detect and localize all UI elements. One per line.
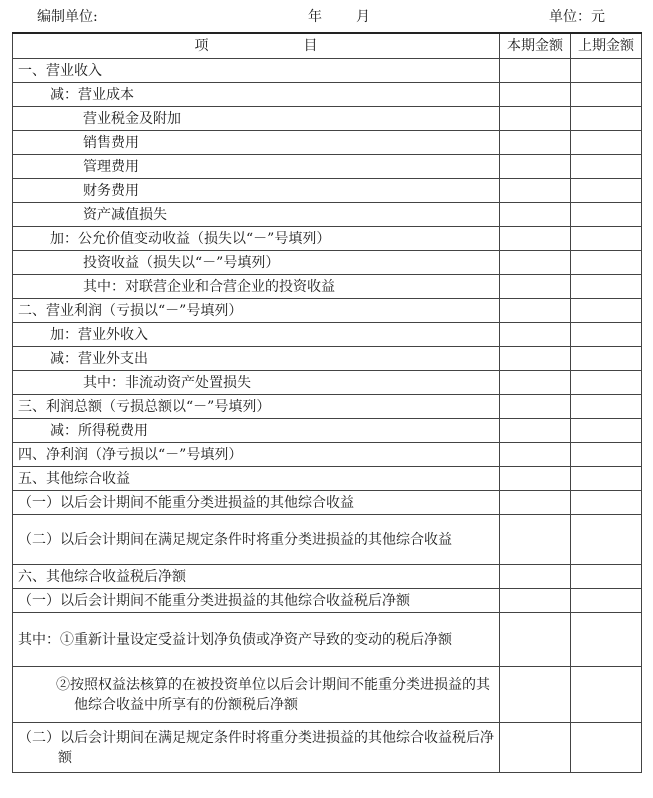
year-label: 年 [308,9,322,25]
current-amount-cell [500,155,571,179]
row-label: 管理费用 [13,155,500,179]
table-row [13,107,642,131]
row-label: 减：所得税费用 [13,419,500,443]
table-row [13,565,642,589]
current-amount-cell [500,275,571,299]
current-amount-cell [500,251,571,275]
current-amount-cell [500,83,571,107]
prior-amount-cell [571,613,642,667]
prior-amount-cell [571,155,642,179]
prior-amount-cell [571,59,642,83]
current-amount-cell [500,613,571,667]
row-label: 减：营业外支出 [13,347,500,371]
income-statement-table [12,32,642,773]
table-row [13,59,642,83]
row-label: 减：营业成本 [13,83,500,107]
prior-amount-cell [571,131,642,155]
prior-amount-cell [571,565,642,589]
prior-amount-cell [571,723,642,773]
table-row [13,155,642,179]
prior-amount-cell [571,515,642,565]
table-row [13,443,642,467]
row-label: 其中：非流动资产处置损失 [13,371,500,395]
table-row [13,179,642,203]
table-row [13,83,642,107]
prior-amount-cell [571,203,642,227]
prior-amount-cell [571,251,642,275]
prior-amount-cell [571,667,642,723]
current-amount-cell [500,347,571,371]
row-label: 其中：①重新计量设定受益计划净负债或净资产导致的变动的税后净额 [13,613,500,667]
table-header-row [13,33,642,59]
table-row [13,723,642,773]
current-amount-cell [500,299,571,323]
table-row [13,395,642,419]
current-amount-cell [500,565,571,589]
prior-amount-cell [571,467,642,491]
row-label: （一）以后会计期间不能重分类进损益的其他综合收益税后净额 [13,589,500,613]
prior-amount-cell [571,323,642,347]
prior-amount-cell [571,443,642,467]
prior-amount-cell [571,83,642,107]
table-row [13,491,642,515]
table-row [13,589,642,613]
current-amount-cell [500,491,571,515]
row-label: 营业税金及附加 [13,107,500,131]
table-row [13,323,642,347]
current-amount-cell [500,371,571,395]
current-amount-cell [500,227,571,251]
current-amount-cell [500,667,571,723]
table-row [13,371,642,395]
prior-amount-cell [571,275,642,299]
prior-amount-cell [571,419,642,443]
row-label: 投资收益（损失以“－”号填列） [13,251,500,275]
table-row [13,131,642,155]
row-label: 一、营业收入 [13,59,500,83]
row-label: 加：公允价值变动收益（损失以“－”号填列） [13,227,500,251]
current-amount-cell [500,589,571,613]
table-row [13,667,642,723]
current-period-column-header: 本期金额 [500,33,571,59]
prior-amount-cell [571,227,642,251]
reporting-unit-label: 编制单位: [37,9,98,25]
current-amount-cell [500,179,571,203]
month-label: 月 [356,9,370,25]
current-amount-cell [500,59,571,83]
row-label: 财务费用 [13,179,500,203]
table-row [13,613,642,667]
row-label: 二、营业利润（亏损以“－”号填列） [13,299,500,323]
current-amount-cell [500,515,571,565]
row-label: 四、净利润（净亏损以“－”号填列） [13,443,500,467]
prior-amount-cell [571,589,642,613]
table-row [13,467,642,491]
prior-amount-cell [571,347,642,371]
row-label: 其中：对联营企业和合营企业的投资收益 [13,275,500,299]
row-label: （二）以后会计期间在满足规定条件时将重分类进损益的其他综合收益税后净额 [13,723,500,773]
report-header [0,0,653,32]
prior-amount-cell [571,299,642,323]
row-label: 五、其他综合收益 [13,467,500,491]
row-label: 销售费用 [13,131,500,155]
table-row [13,275,642,299]
row-label: 六、其他综合收益税后净额 [13,565,500,589]
table-row [13,203,642,227]
current-amount-cell [500,467,571,491]
current-amount-cell [500,395,571,419]
table-row [13,227,642,251]
prior-amount-cell [571,107,642,131]
prior-amount-cell [571,371,642,395]
prior-amount-cell [571,395,642,419]
row-label: ②按照权益法核算的在被投资单位以后会计期间不能重分类进损益的其他综合收益中所享有的份额税后净额 [13,667,500,723]
table-row [13,515,642,565]
current-amount-cell [500,723,571,773]
row-label: （二）以后会计期间在满足规定条件时将重分类进损益的其他综合收益 [13,515,500,565]
table-row [13,419,642,443]
current-amount-cell [500,203,571,227]
table-row [13,347,642,371]
item-column-header: 项 目 [13,33,500,59]
table-row [13,299,642,323]
prior-period-column-header: 上期金额 [571,33,642,59]
row-label: （一）以后会计期间不能重分类进损益的其他综合收益 [13,491,500,515]
current-amount-cell [500,419,571,443]
current-amount-cell [500,107,571,131]
table-row [13,251,642,275]
current-amount-cell [500,323,571,347]
prior-amount-cell [571,179,642,203]
row-label: 加：营业外收入 [13,323,500,347]
row-label: 资产减值损失 [13,203,500,227]
current-amount-cell [500,443,571,467]
current-amount-cell [500,131,571,155]
row-label: 三、利润总额（亏损总额以“－”号填列） [13,395,500,419]
currency-unit-label: 单位：元 [549,9,605,25]
prior-amount-cell [571,491,642,515]
